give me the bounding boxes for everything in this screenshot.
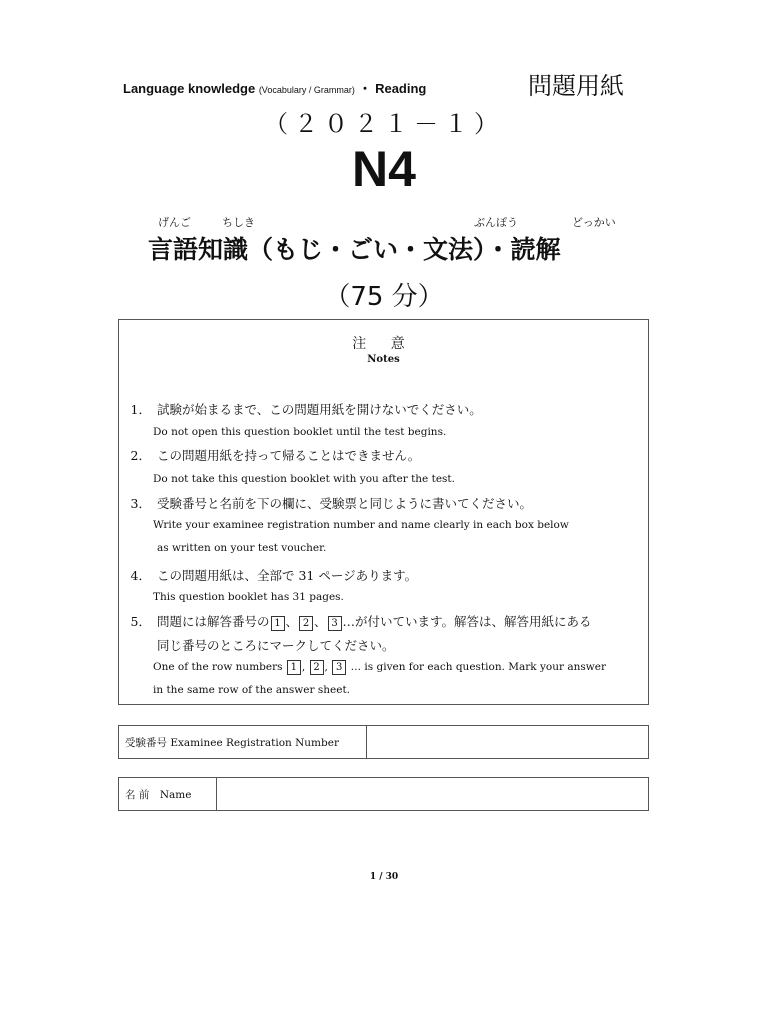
notes-subtitle: Notes [367,354,400,365]
note-en: This question booklet has 31 pages. [153,591,344,603]
note-ja: この問題用紙は、全部で 31 ページあります。 [157,568,418,583]
ruby-dokkai: どっかい [572,216,616,229]
note-en: as written on your test voucher. [157,542,327,554]
ruby-chishiki: ちしき [222,216,255,229]
note-en-text: … is given for each question. Mark your answer [350,661,606,673]
answer-number-box: 1 [287,660,301,675]
exam-level: N4 [352,141,416,197]
answer-number-box: 2 [310,660,324,675]
answer-number-box: 3 [328,616,342,631]
ruby-bunpou: ぶんぽう [474,216,518,229]
note-number: 5． [130,614,151,629]
answer-number-box: 1 [271,616,285,631]
note-en: Do not take this question booklet with you after the test. [153,473,455,485]
exam-session: （２０２１－１） [264,110,504,138]
note-number: 4． [130,568,151,583]
note-en-text: One of the row numbers [153,661,283,673]
answer-number-box: 2 [299,616,313,631]
note-number: 1． [130,402,151,417]
note-ja: 問題には解答番号の [157,614,270,629]
exam-duration: （75 分） [324,282,444,312]
note-ja: 受験番号と名前を下の欄に、受験票と同じように書いてください。 [157,496,533,511]
notes-title: 注 意 [352,336,415,352]
page-number: 1 / 30 [369,872,399,882]
note-en: Do not open this question booklet until the test begins. [153,426,447,438]
note-ja-cont: 同じ番号のところにマークしてください。 [157,638,395,653]
ruby-gengo: げんご [158,216,191,229]
section-title-en [123,78,426,97]
name-label: 名 前 Name [119,778,217,810]
name-row [118,777,649,811]
note-number: 3． [130,496,151,511]
note-item: 5． 問題には解答番号の 1 、 2 、 3 …が付いています。解答は、解答用紙にある [123,612,592,631]
note-ja: …が付いています。解答は、解答用紙にある [342,614,592,629]
notes-box [118,319,649,705]
registration-number-label: 受験番号 Examinee Registration Number [119,726,367,758]
booklet-label: 問題用紙 [528,72,624,100]
note-item [123,566,417,584]
section-en-small: (Vocabulary / Grammar) [258,85,355,95]
registration-number-field[interactable] [367,726,648,758]
note-number: 2． [130,448,151,463]
registration-number-row [118,725,649,759]
note-ja: この問題用紙を持って帰ることはできません。 [157,448,421,463]
name-field[interactable] [217,778,648,810]
section-en-label: Language knowledge [123,81,256,96]
note-en: Write your examinee registration number and name clearly in each box below [153,519,569,531]
note-item [123,494,532,512]
note-en: in the same row of the answer sheet. [153,684,350,696]
note-en: One of the row numbers 1 , 2 , 3 … is given for each question. Mark your answer [153,661,606,673]
answer-number-box: 3 [332,660,346,675]
note-item [123,400,482,418]
note-item [123,446,420,464]
section-en-tail: ・ Reading [358,81,427,96]
exam-subject: 言語知識（もじ・ごい・文法）・読解 [148,235,561,264]
note-ja: 試験が始まるまで、この問題用紙を開けないでください。 [157,402,482,417]
